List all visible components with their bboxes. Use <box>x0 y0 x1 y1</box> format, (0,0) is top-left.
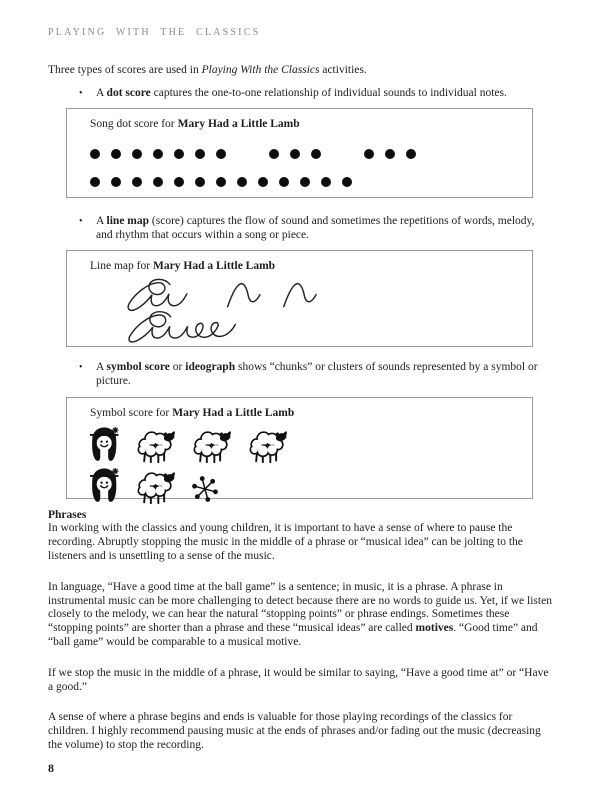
score-dot <box>321 177 331 187</box>
symbol-score-song-title: Mary Had a Little Lamb <box>172 406 295 419</box>
score-dot <box>174 149 184 159</box>
dot-score-row <box>90 149 522 159</box>
phrases-heading: Phrases <box>48 508 87 521</box>
bullet-dot-score <box>79 87 555 101</box>
dot-score-song-title: Mary Had a Little Lamb <box>177 118 300 131</box>
bullet-line-map <box>79 215 555 243</box>
phrases-paragraph: In working with the classics and young children, it is important to have a sense of where to pause the recording. Abruptly stopping the music in the middle of a phrase or “musical idea” can be jolting to the listeners and is unsettling to a sense of the music. <box>48 522 523 562</box>
bullet-dot-score-text: A dot score captures the one-to-one relationship of individual sounds to individual notes. <box>96 86 507 99</box>
bullet-marker: • <box>79 87 83 99</box>
line-map-song-title: Mary Had a Little Lamb <box>153 259 276 272</box>
symbol-score-box-title <box>90 407 522 421</box>
symbol-score-row <box>90 425 522 463</box>
score-dot <box>237 177 247 187</box>
score-dot <box>279 177 289 187</box>
symbol-score-box-label: Symbol score for <box>90 406 170 419</box>
score-dot <box>406 149 416 159</box>
sheep-icon <box>246 428 288 463</box>
score-dot <box>216 149 226 159</box>
dot-group <box>364 149 427 159</box>
score-dot <box>90 177 100 187</box>
score-dot <box>269 149 279 159</box>
girl-icon <box>90 425 120 463</box>
score-dot <box>174 177 184 187</box>
score-dot <box>111 177 121 187</box>
score-dot <box>342 177 352 187</box>
score-dot <box>311 149 321 159</box>
score-dot <box>153 177 163 187</box>
snowflake-icon <box>190 474 220 504</box>
line-map-drawing <box>90 276 522 349</box>
score-dot <box>258 177 268 187</box>
line-map-box-label: Line map for <box>90 259 151 272</box>
bullet-marker: • <box>79 216 83 228</box>
dot-score-box <box>66 108 533 198</box>
score-dot <box>364 149 374 159</box>
score-dot <box>90 149 100 159</box>
girl-icon <box>90 466 120 504</box>
dot-score-box-label: Song dot score for <box>90 118 175 131</box>
sheep-icon <box>134 428 176 463</box>
intro-paragraph: Three types of scores are used in Playing With the Classics activities. <box>48 63 367 76</box>
score-dot <box>216 177 226 187</box>
score-dot <box>195 177 205 187</box>
score-dot <box>153 149 163 159</box>
dot-group <box>90 149 237 159</box>
score-dot <box>132 177 142 187</box>
bullet-marker: • <box>79 361 83 373</box>
dot-group <box>269 149 332 159</box>
phrases-paragraph: If we stop the music in the middle of a phrase, it would be similar to saying, “Have a good time at” or “Have a good.” <box>48 666 549 693</box>
bullet-symbol-score <box>79 361 555 389</box>
dot-score-box-title <box>90 118 522 132</box>
phrases-paragraph: In language, “Have a good time at the ball game” is a sentence; in music, it is a phrase. A phrase in instrumental music can be more challenging to detect because there are no words to guide us. Yet, if we listen closely to the melody, we can hear the natural “stopping points” or phrase endings. Sometimes these “stopping points” are shorter than a phrase and these “musical ideas” are called motives. “Good time” and “ball game” would be comparable to a musical motive. <box>48 580 552 648</box>
score-dot <box>111 149 121 159</box>
line-map-box <box>66 250 533 347</box>
bullet-line-map-text: A line map (score) captures the flow of sound and sometimes the repetitions of words, melody, and rhythm that occurs within a song or piece. <box>96 215 535 242</box>
running-header: PLAYING WITH THE CLASSICS <box>48 27 261 38</box>
dot-score-rows <box>90 149 522 187</box>
sheep-icon <box>134 469 176 504</box>
bullet-symbol-score-text: A symbol score or ideograph shows “chunks” or clusters of sounds represented by a symbol or picture. <box>96 360 538 387</box>
symbol-score-box <box>66 397 533 499</box>
line-map-box-title <box>90 260 522 274</box>
score-dot <box>385 149 395 159</box>
dot-score-row <box>90 177 522 187</box>
score-dot <box>195 149 205 159</box>
phrases-paragraph: A sense of where a phrase begins and ends is valuable for those playing recordings of the classics for children. I highly recommend pausing music at the ends of phrases and/or fading out the music (decreasing the volume) to stop the recording. <box>48 711 541 751</box>
score-dot <box>300 177 310 187</box>
sheep-icon <box>190 428 232 463</box>
symbol-score-row <box>90 466 522 504</box>
score-dot <box>290 149 300 159</box>
score-dot <box>132 149 142 159</box>
page-number: 8 <box>48 761 54 776</box>
symbol-score-rows <box>90 425 522 504</box>
dot-group <box>90 177 363 187</box>
